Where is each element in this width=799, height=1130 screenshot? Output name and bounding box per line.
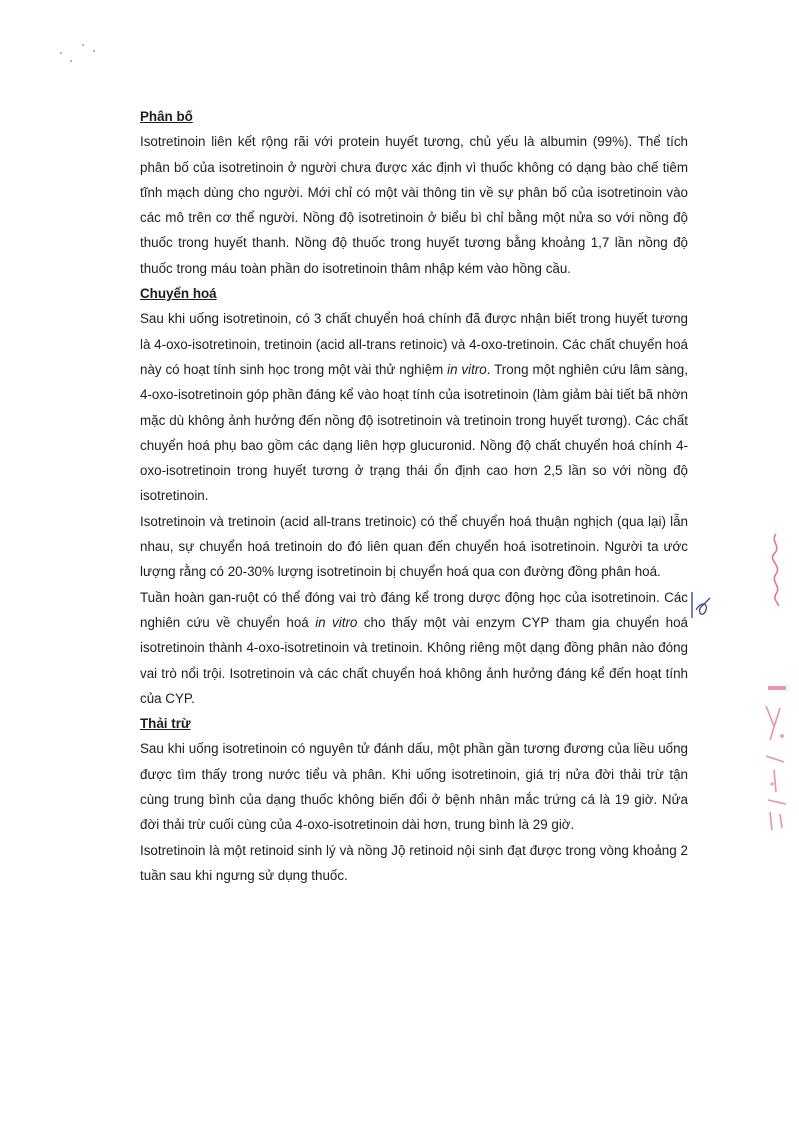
section-elimination xyxy=(140,711,688,888)
section-metabolism xyxy=(140,281,688,711)
scan-speck xyxy=(82,44,84,46)
paragraph xyxy=(140,306,688,508)
scan-speck xyxy=(93,50,95,52)
paragraph: Isotretinoin là một retinoid sinh lý và nồng Jộ retinoid nội sinh đạt được trong vòng khoảng 2 tuần sau khi ngưng sử dụng thuốc. xyxy=(140,842,688,883)
paragraph-text: Sau khi uống isotretinoin, có 3 chất chuyển hoá chính đã được nhận biết trong huyết tương là 4-oxo-isotretinoin, tretinoin (acid all-trans retinoic) và 4-oxo-tretinoin. Các chất chuyển hoá này có hoạt tính sinh học trong một vài thử nghiệm xyxy=(140,311,688,377)
paragraph xyxy=(140,585,688,711)
document-body xyxy=(140,104,688,888)
italic-term: in vitro xyxy=(447,361,487,377)
scan-speck xyxy=(70,60,72,62)
margin-stamp-mark xyxy=(768,686,786,690)
section-distribution xyxy=(140,104,688,281)
section-heading-metabolism: Chuyển hoá xyxy=(140,286,217,302)
paragraph-text: cho thấy một vài enzym CYP tham gia chuyển hoá isotretinoin thành 4-oxo-isotretinoin và tretinoin. Không riêng một dạng đồng phân nào đóng vai trò nổi trội. Isotretinoin và các chất chuyển hoá không ảnh hưởng đáng kể đến hoạt tính của CYP. xyxy=(140,614,688,706)
margin-stamp-icon xyxy=(760,696,794,836)
scan-speck xyxy=(60,52,62,54)
section-heading-elimination: Thải trừ xyxy=(140,716,191,732)
paragraph: Sau khi uống isotretinoin có nguyên tử đánh dấu, một phần gần tương đương của liều uống được tìm thấy trong nước tiểu và phân. Khi uống isotretinoin, giá trị nửa đời thải trừ tận cùng trung bình của dạng thuốc không biến đổi ở bệnh nhân mắc trứng cá là 19 giờ. Nửa đời thải trừ cuối cùng của 4-oxo-isotretinoin dài hơn, trung bình là 29 giờ. xyxy=(140,741,688,833)
handwritten-initial-icon xyxy=(688,588,714,622)
paragraph: Isotretinoin liên kết rộng rãi với protein huyết tương, chủ yếu là albumin (99%). Thể tích phân bố của isotretinoin ở người chưa được xác định vì thuốc không có dạng bào chế tiêm tĩnh mạch dùng cho người. Mới chỉ có một vài thông tin về sự phân bố của isotretinoin vào các mô trên cơ thể người. Nồng độ isotretinoin ở biểu bì chỉ bằng một nửa so với nồng độ thuốc trong huyết thanh. Nồng độ thuốc trong huyết tương bằng khoảng 1,7 lần nồng độ thuốc trong máu toàn phần do isotretinoin thâm nhập kém vào hồng cầu. xyxy=(140,134,688,276)
margin-signature-icon xyxy=(764,528,794,608)
paragraph: Isotretinoin và tretinoin (acid all-trans tretinoic) có thể chuyển hoá thuận nghịch (qua lại) lẫn nhau, sự chuyển hoá tretinoin do đó liên quan đến chuyển hoá isotretinoin. Người ta ước lượng rằng có 20-30% lượng isotretinoin bị chuyển hoá qua con đường đồng phân hoá. xyxy=(140,513,688,580)
paragraph-text: Tuần hoàn gan-ruột có thể đóng vai trò đáng kể trong dược động học của isotretinoin. Các nghiên cứu về chuyển hoá xyxy=(140,589,688,630)
section-heading-distribution: Phân bố xyxy=(140,109,193,124)
italic-term: in vitro xyxy=(315,614,358,630)
paragraph-text: . Trong một nghiên cứu lâm sàng, 4-oxo-isotretinoin góp phần đáng kể vào hoạt tính của isotretinoin (làm giảm bài tiết bã nhờn mặc dù không ảnh hưởng đến nồng độ isotretinoin và tretinoin trong huyết tương). Các chất chuyển hoá phụ bao gồm các dạng liên hợp glucuronid. Nồng độ chất chuyển hoá chính 4-oxo-isotretinoin trong huyết tương ở trạng thái ổn định cao hơn 2,5 lần so với nồng độ isotretinoin. xyxy=(140,361,688,504)
